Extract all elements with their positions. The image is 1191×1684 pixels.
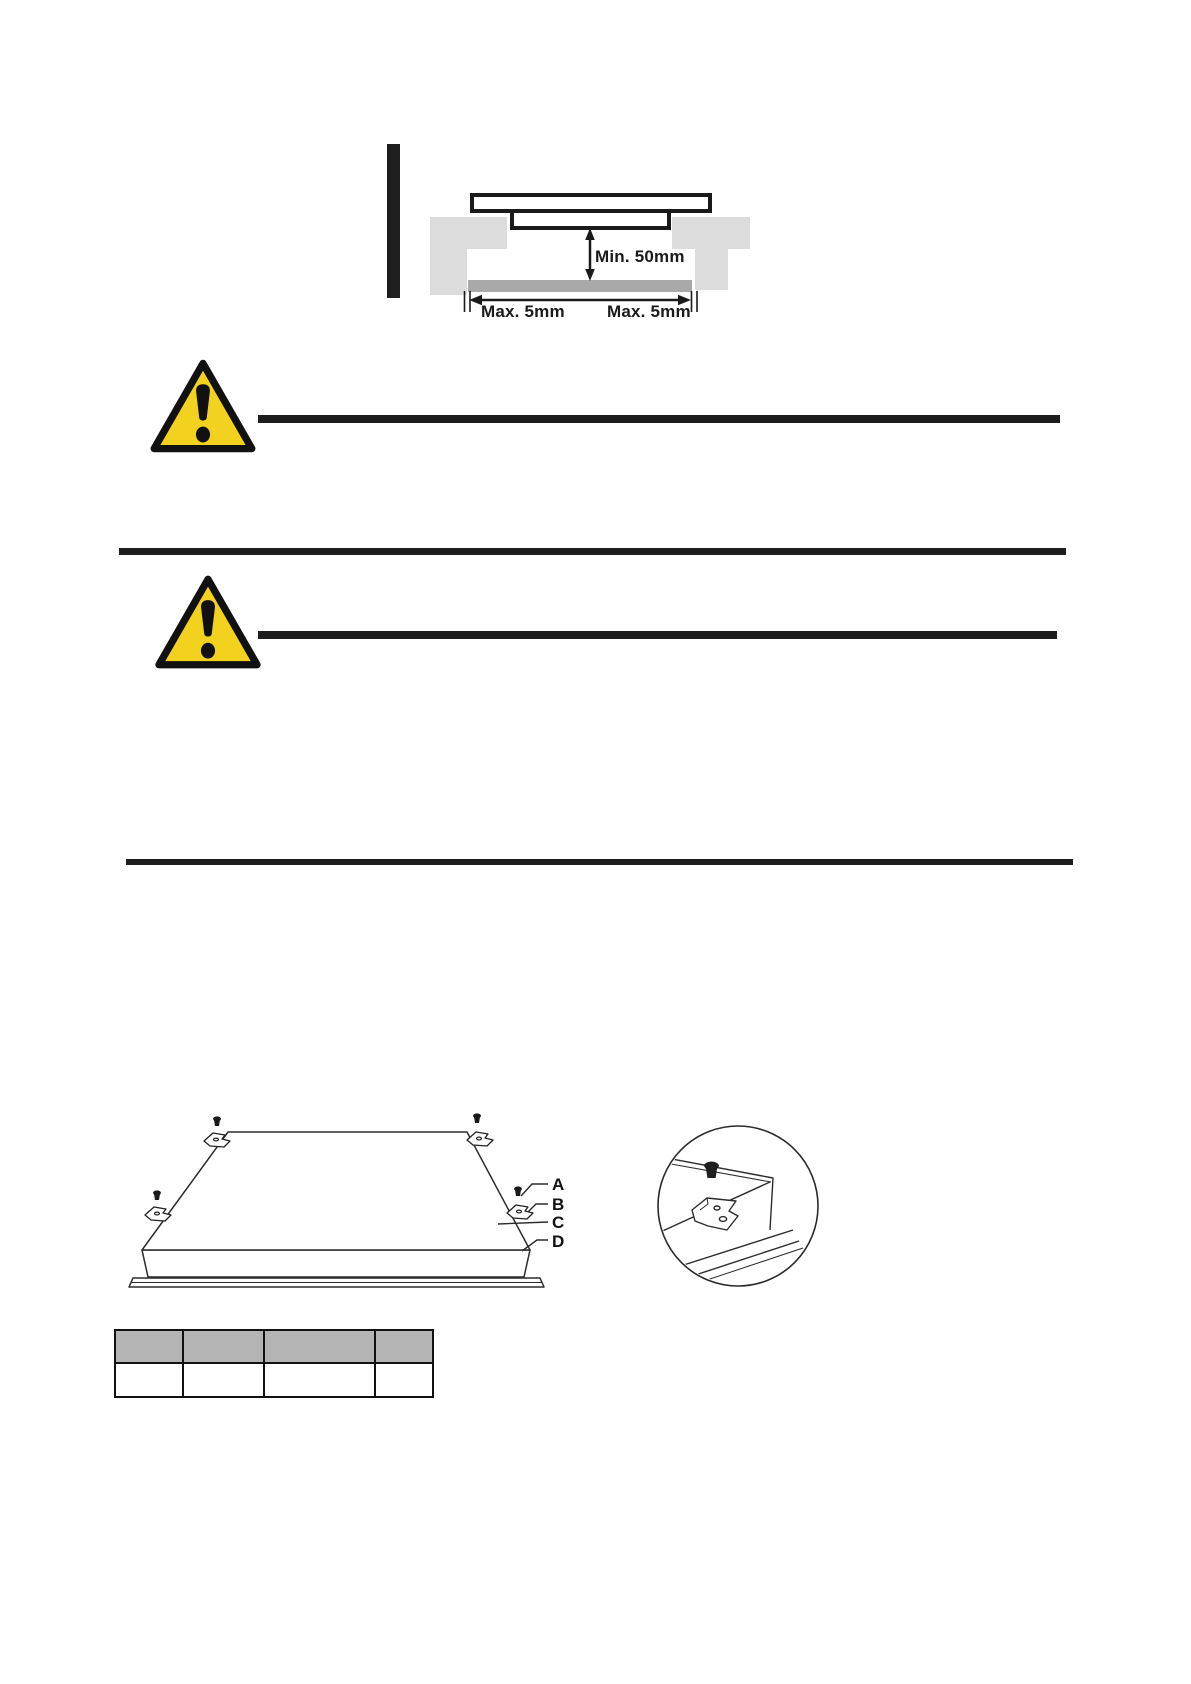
cooktop-glass <box>472 195 710 211</box>
table-cell <box>183 1363 264 1397</box>
part-label-d: D <box>552 1232 565 1251</box>
warning-triangle-icon <box>149 357 257 455</box>
hob-front-face <box>142 1250 530 1277</box>
bracket <box>507 1205 533 1219</box>
part-label-c: C <box>552 1213 565 1232</box>
bracket <box>145 1207 171 1221</box>
hob-top-face <box>142 1132 530 1250</box>
max-gap-left-label: Max. 5mm <box>481 302 565 321</box>
min-gap-arrow <box>585 228 595 281</box>
part-label-b: B <box>552 1195 565 1214</box>
table-cell <box>264 1363 375 1397</box>
install-figure <box>100 1105 570 1300</box>
min-gap-label: Min. 50mm <box>595 247 685 266</box>
warning-rule <box>258 415 1060 423</box>
screw-icon <box>473 1113 481 1123</box>
warning-triangle-icon <box>153 573 263 671</box>
table-row <box>115 1363 433 1397</box>
table-header-cell <box>375 1330 433 1363</box>
detail-circle <box>650 1118 830 1298</box>
table-header-cell <box>115 1330 183 1363</box>
max-gap-right-label: Max. 5mm <box>607 302 691 321</box>
table-header-row <box>115 1330 433 1363</box>
screw-icon <box>514 1186 522 1196</box>
section-divider <box>119 548 1066 555</box>
shelf-panel <box>468 280 692 292</box>
screw-icon <box>153 1190 161 1200</box>
clearance-figure-drawing <box>380 135 765 330</box>
warning-rule <box>258 631 1057 639</box>
table-cell <box>375 1363 433 1397</box>
table-cell <box>115 1363 183 1397</box>
clearance-figure <box>0 0 1191 340</box>
table-header-cell <box>183 1330 264 1363</box>
screw-icon <box>213 1116 221 1126</box>
section-divider <box>126 859 1073 865</box>
wall-section-bar <box>387 144 400 298</box>
part-label-a: A <box>552 1175 565 1194</box>
table-header-cell <box>264 1330 375 1363</box>
bracket <box>467 1132 493 1146</box>
mounting-table <box>114 1329 434 1398</box>
